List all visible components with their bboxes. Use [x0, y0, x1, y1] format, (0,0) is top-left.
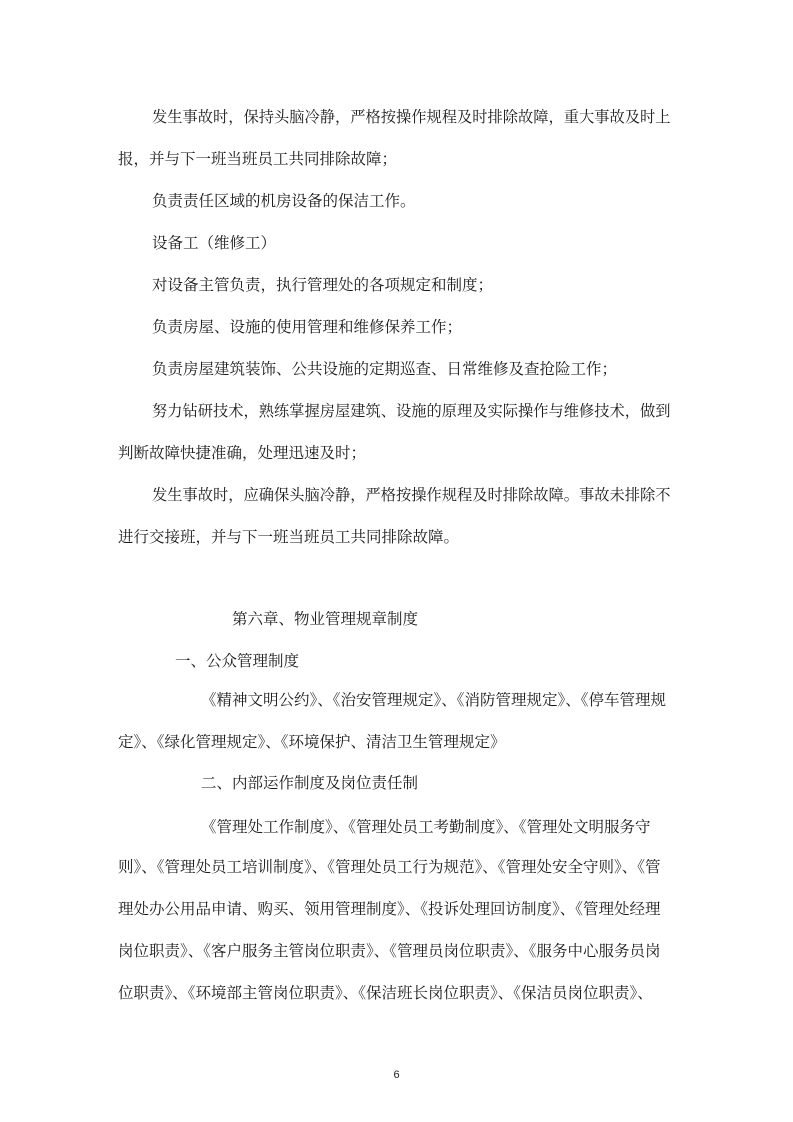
text-line: 《管理处工作制度》、《管理处员工考勤制度》、《管理处文明服务守	[201, 818, 651, 836]
text-line: 判断故障快捷准确，处理迅速及时；	[118, 444, 367, 462]
section-heading: 二、内部运作制度及岗位责任制	[201, 774, 419, 792]
text-line: 进行交接班，并与下一班当班员工共同排除故障。	[118, 528, 460, 546]
chapter-title: 第六章、物业管理规章制度	[232, 610, 419, 628]
text-line: 《精神文明公约》、《治安管理规定》、《消防管理规定》、《停车管理规	[201, 691, 667, 709]
text-line: 对设备主管负责，执行管理处的各项规定和制度；	[152, 276, 494, 294]
text-line: 负责房屋、设施的使用管理和维修保养工作；	[152, 318, 463, 336]
section-heading: 一、公众管理制度	[175, 652, 300, 670]
text-line: 发生事故时，应确保头脑冷静，严格按操作规程及时排除故障。事故未排除不	[152, 486, 671, 504]
text-line: 发生事故时，保持头脑冷静，严格按操作规程及时排除故障，重大事故及时上	[152, 108, 671, 126]
text-line: 负责责任区域的机房设备的保洁工作。	[152, 192, 416, 210]
page-number: 6	[393, 1069, 400, 1081]
text-line: 理处办公用品申请、购买、领用管理制度》、《投诉处理回访制度》、《管理处经理	[118, 900, 661, 918]
text-line: 报，并与下一班当班员工共同排除故障；	[118, 150, 398, 168]
text-line: 则》、《管理处员工培训制度》、《管理处员工行为规范》、《管理处安全守则》、《管	[118, 858, 661, 876]
text-line: 岗位职责》、《客户服务主管岗位职责》、《管理员岗位职责》、《服务中心服务员岗	[118, 942, 661, 960]
section-heading: 设备工（维修工）	[152, 234, 277, 252]
text-line: 位职责》、《环境部主管岗位职责》、《保洁班长岗位职责》、《保洁员岗位职责》、	[118, 984, 653, 1002]
text-line: 负责房屋建筑装饰、公共设施的定期巡查、日常维修及查抢险工作；	[152, 360, 618, 378]
text-line: 定》、《绿化管理规定》、《环境保护、清洁卫生管理规定》	[118, 733, 506, 751]
text-line: 努力钻研技术，熟练掌握房屋建筑、设施的原理及实际操作与维修技术，做到	[152, 402, 671, 420]
